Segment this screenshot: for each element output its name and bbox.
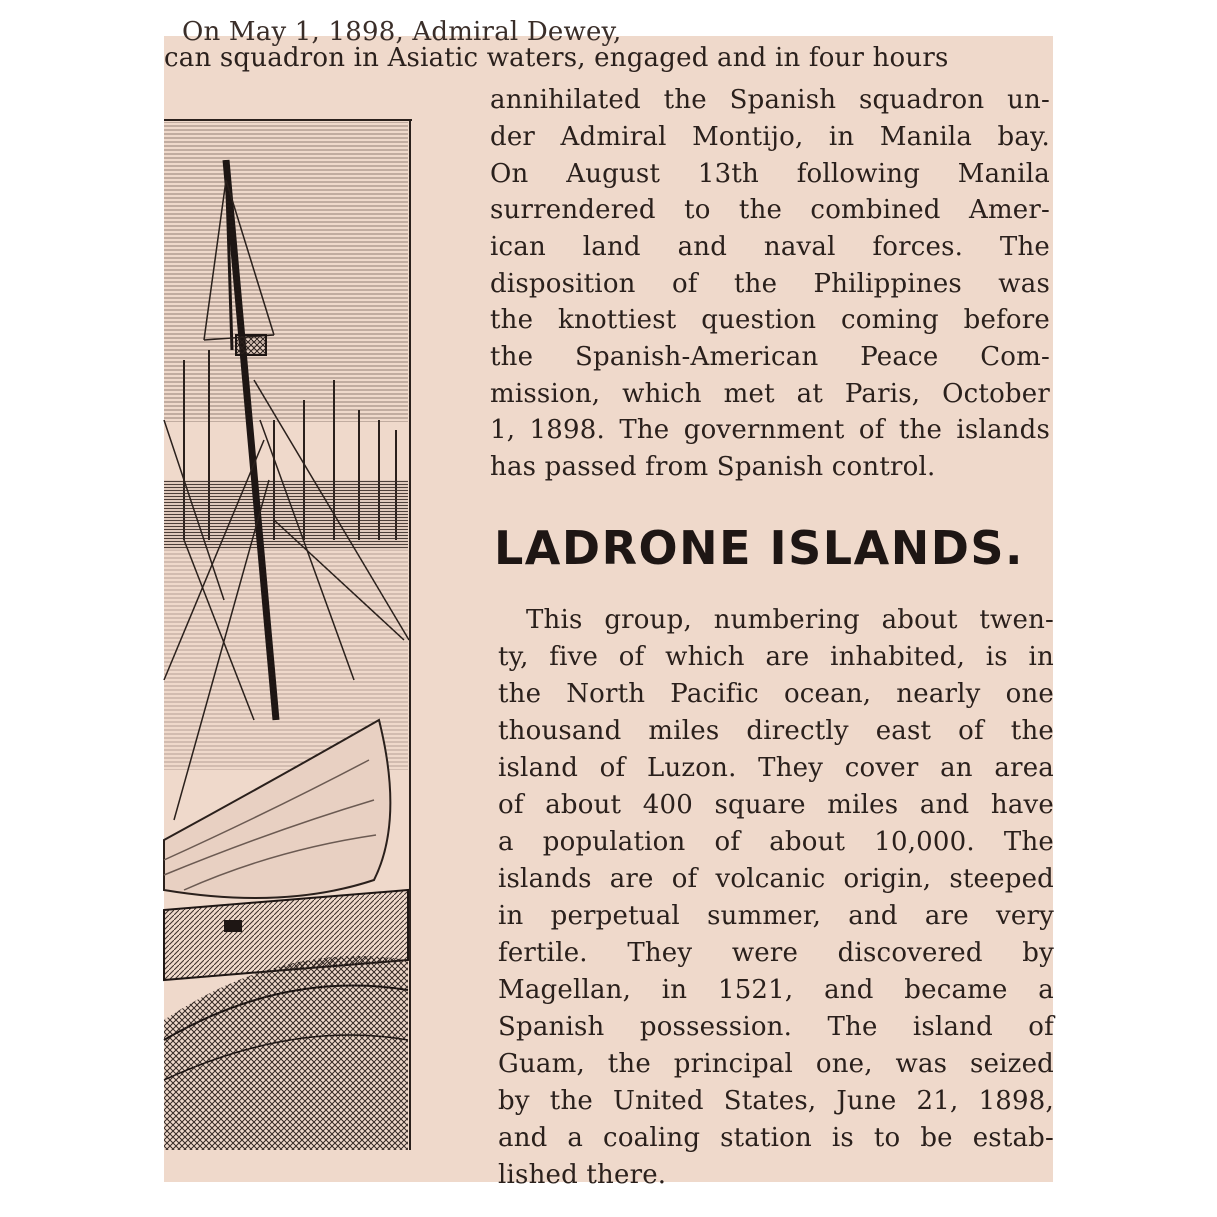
text-line: Magellan, in 1521, and became a: [498, 975, 1054, 1005]
cut-off-line: On May 1, 1898, Admiral Dewey,: [182, 17, 622, 47]
text-line: the North Pacific ocean, nearly one: [498, 679, 1054, 709]
text-line: and a coaling station is to be estab-: [498, 1123, 1054, 1153]
text-line: lished there.: [498, 1160, 667, 1190]
sailing-ship-harbor-engraving-icon: [164, 120, 422, 1150]
text-line: the knottiest question coming before: [490, 305, 1050, 335]
text-line: fertile. They were discovered by: [498, 938, 1054, 968]
text-line: ty, five of which are inhabited, is in: [498, 642, 1054, 672]
section-heading: LADRONE ISLANDS.: [494, 521, 1024, 575]
newspaper-page: [164, 17, 1054, 1190]
text-line: This group, numbering about twen-: [526, 605, 1054, 635]
text-line: of about 400 square miles and have: [498, 790, 1054, 820]
text-line: On August 13th following Manila: [490, 159, 1050, 189]
text-line: Spanish possession. The island of: [498, 1012, 1054, 1042]
text-line: mission, which met at Paris, October: [490, 379, 1050, 409]
text-line: annihilated the Spanish squadron un-: [490, 85, 1050, 115]
text-line: has passed from Spanish control.: [490, 452, 936, 482]
text-line: disposition of the Philippines was: [490, 269, 1050, 299]
text-line: thousand miles directly east of the: [498, 716, 1054, 746]
text-line: the Spanish-American Peace Com-: [490, 342, 1050, 372]
text-line: a population of about 10,000. The: [498, 827, 1054, 857]
text-line: ican land and naval forces. The: [490, 232, 1050, 262]
text-line: island of Luzon. They cover an area: [498, 753, 1054, 783]
text-line: by the United States, June 21, 1898,: [498, 1086, 1054, 1116]
intro-line: can squadron in Asiatic waters, engaged and in four hours: [164, 43, 949, 73]
text-line: der Admiral Montijo, in Manila bay.: [490, 122, 1050, 152]
text-line: in perpetual summer, and are very: [498, 901, 1054, 931]
text-line: islands are of volcanic origin, steeped: [498, 864, 1054, 894]
text-line: 1, 1898. The government of the islands: [490, 415, 1050, 445]
text-line: Guam, the principal one, was seized: [498, 1049, 1054, 1079]
text-line: surrendered to the combined Amer-: [490, 195, 1050, 225]
